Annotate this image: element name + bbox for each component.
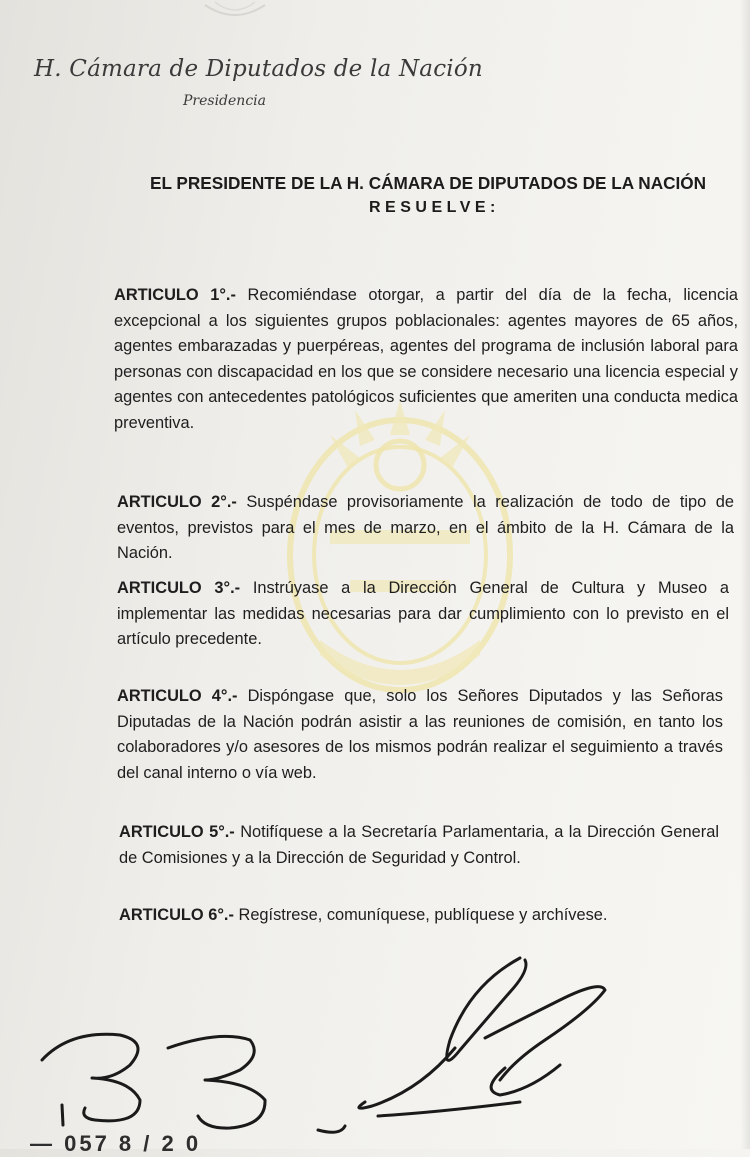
article-text: Dispóngase que, solo los Señores Diputados y las Señoras Diputadas de la Nación podrán asistir a las reuniones de comisión, en tanto los colaboradores y/o asesores de los mismos podrán realizar el seguimiento a través del canal interno o vía web. [117, 687, 723, 782]
article-text: Notifíquese a la Secretaría Parlamentaria, a la Dirección General de Comisiones y a la Dirección de Seguridad y Control. [119, 823, 719, 867]
article-label: ARTICULO 6°.- [119, 906, 234, 924]
letterhead-office: Presidencia [183, 93, 266, 109]
article-2 [117, 490, 734, 567]
article-text: Regístrese, comuníquese, publíquese y archívese. [233, 906, 608, 924]
article-label: ARTICULO 2°.- [117, 493, 237, 511]
article-1 [114, 283, 738, 436]
article-text: Instrúyase a la Dirección General de Cultura y Museo a implementar las medidas necesarias para dar cumplimiento con lo previsto en el artículo precedente. [117, 579, 729, 648]
embossed-seal-mark [200, 0, 270, 30]
resolution-title: EL PRESIDENTE DE LA H. CÁMARA DE DIPUTADOS DE LA NACIÓN [150, 173, 707, 193]
article-text: Suspéndase provisoriamente la realización de todo de tipo de eventos, previstos para el mes de marzo, en el ámbito de la H. Cámara de la Nación. [117, 493, 734, 562]
article-text: Recomiéndase otorgar, a partir del día de la fecha, licencia excepcional a los siguientes grupos poblacionales: agentes mayores de 65 años, agentes embarazadas y puerpéreas, agentes del programa de inclusión laboral para personas con discapacidad en los que se considere necesario una licencia especial y agentes con antecedentes patológicos suficientes que ameriten una conducta medica preventiva. [114, 286, 738, 432]
resuelve-heading: RESUELVE: [369, 199, 500, 216]
article-6 [119, 903, 719, 929]
article-label: ARTICULO 5°.- [119, 823, 235, 841]
document-number: — 057 8 / 2 0 [30, 1131, 202, 1156]
article-label: ARTICULO 3°.- [117, 579, 241, 597]
article-label: ARTICULO 1°.- [114, 286, 236, 304]
article-label: ARTICULO 4°.- [117, 687, 238, 705]
letterhead-chamber-name: H. Cámara de Diputados de la Nación [34, 56, 483, 82]
article-4 [117, 684, 723, 786]
article-3 [117, 576, 729, 653]
article-5 [119, 820, 719, 871]
handwritten-signatures [0, 930, 750, 1149]
